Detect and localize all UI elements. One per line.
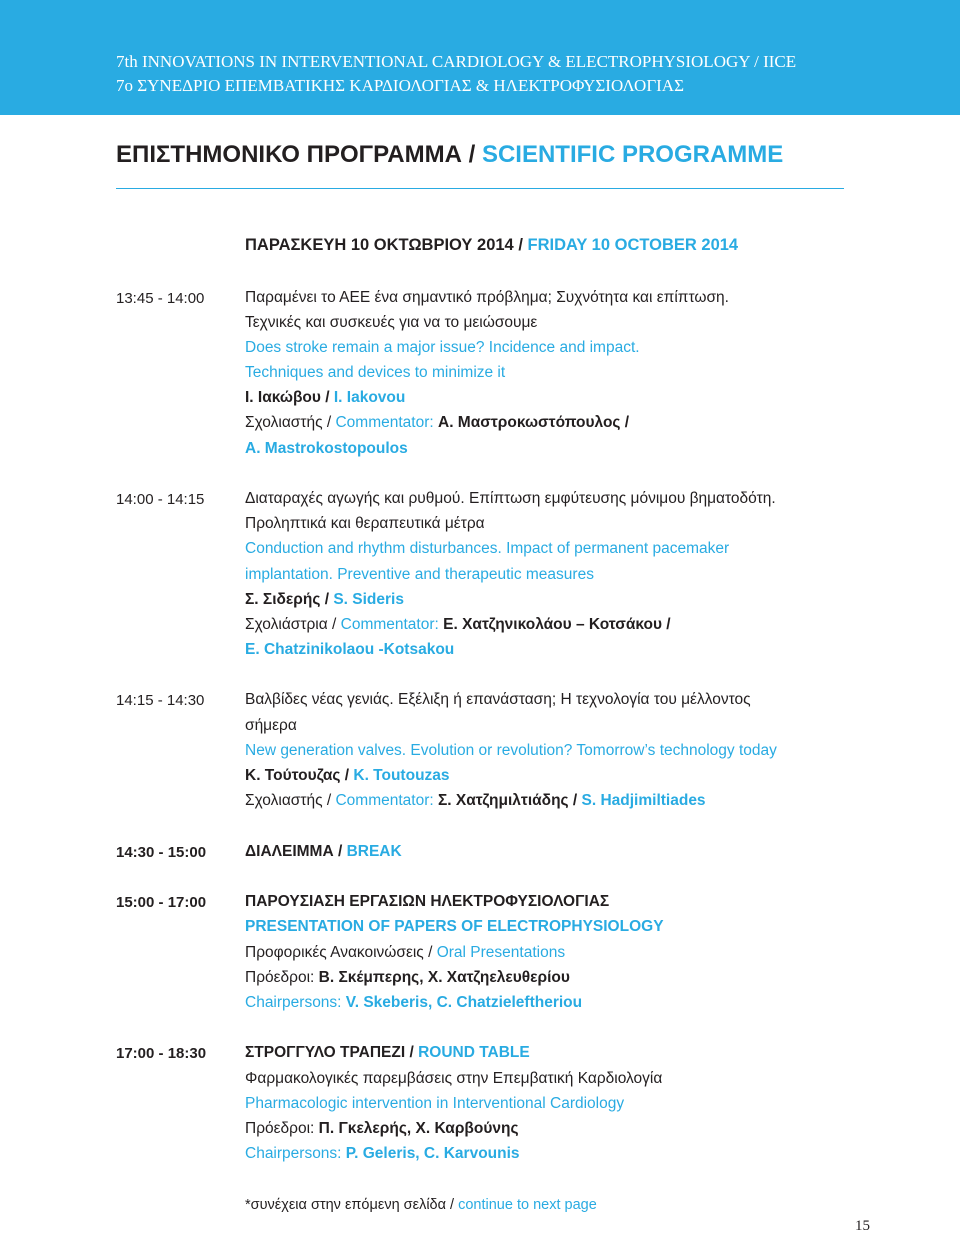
speaker-en: I. Iakovou	[333, 389, 406, 406]
session-time: 17:00 - 18:30	[116, 1045, 207, 1062]
session-title-en: Techniques and devices to minimize it	[245, 364, 506, 381]
session-commentator	[245, 414, 629, 432]
session-title-gr: Βαλβίδες νέας γενιάς. Εξέλιξη ή επανάσταση; Η τεχνολογία του μέλλοντος	[245, 691, 751, 708]
speaker-gr: Κ. Τούτουζας /	[245, 767, 354, 784]
header-band	[0, 0, 960, 115]
session-title-en: Does stroke remain a major issue? Incidence and impact.	[245, 339, 640, 356]
session-time: 15:00 - 17:00	[116, 894, 207, 911]
commentator-en: S. Hadjimiltiades	[581, 792, 706, 809]
page-title	[116, 141, 783, 169]
commentator-en: E. Chatzinikolaou -Kotsakou	[245, 641, 455, 658]
continue-note	[245, 1197, 597, 1213]
speaker-en: K. Toutouzas	[353, 767, 450, 784]
roundtable-title-gr: ΣΤΡΟΓΓΥΛΟ ΤΡΑΠΕΖΙ /	[245, 1044, 419, 1061]
chairs-label-gr: Πρόεδροι:	[245, 969, 319, 986]
break-time: 14:30 - 15:00	[116, 844, 207, 861]
presentation-title-en: PRESENTATION OF PAPERS OF ELECTROPHYSIOLOGY	[245, 918, 664, 935]
session-title-en: Conduction and rhythm disturbances. Impact of permanent pacemaker	[245, 540, 730, 557]
session-time: 14:00 - 14:15	[116, 491, 205, 508]
chairs-names-gr: Π. Γκελερής, Χ. Καρβούνης	[318, 1120, 519, 1137]
chairs-label-gr: Πρόεδροι:	[245, 1120, 319, 1137]
roundtable-chairs-gr	[245, 1120, 519, 1138]
session-title-gr: Τεχνικές και συσκευές για να το μειώσουμε	[245, 314, 538, 331]
session-title-gr: σήμερα	[245, 717, 297, 734]
session-speaker	[245, 389, 405, 407]
session-title-gr: Διαταραχές αγωγής και ρυθμού. Επίπτωση εμφύτευσης μόνιμου βηματοδότη.	[245, 490, 776, 507]
session-title-en: New generation valves. Evolution or revolution? Tomorrow’s technology today	[245, 742, 777, 759]
page-title-en: SCIENTIFIC PROGRAMME	[481, 141, 784, 168]
session-title-gr: Παραμένει το ΑΕΕ ένα σημαντικό πρόβλημα; Συχνότητα και επίπτωση.	[245, 289, 729, 306]
roundtable-chairs-en	[245, 1145, 520, 1163]
session-title-en: implantation. Preventive and therapeutic measures	[245, 566, 594, 583]
session-title-gr: Προληπτικά και θεραπευτικά μέτρα	[245, 515, 485, 532]
day-heading-gr: ΠΑΡΑΣΚΕΥΗ 10 ΟΚΤΩΒΡΙΟΥ 2014 /	[245, 236, 528, 254]
commentator-gr: Ε. Χατζηνικολάου – Κοτσάκου /	[443, 616, 671, 633]
commentator-gr: Α. Μαστροκωστόπουλος /	[438, 414, 630, 431]
speaker-gr: Σ. Σιδερής /	[245, 591, 334, 608]
page-title-gr: ΕΠΙΣΤΗΜΟΝΙΚΟ ΠΡΟΓΡΑΜΜΑ /	[116, 141, 482, 168]
commentator-label-en: Commentator:	[335, 792, 438, 809]
page-number: 15	[855, 1218, 870, 1234]
commentator-label-en: Commentator:	[340, 616, 444, 633]
break-label-en: BREAK	[346, 843, 402, 860]
conference-title-gr: 7ο ΣΥΝΕΔΡΙΟ ΕΠΕΜΒΑΤΙΚΗΣ ΚΑΡΔΙΟΛΟΓΙΑΣ & ΗΛΕΚΤΡΟΦΥΣΙΟΛΟΓΙΑΣ	[116, 76, 684, 95]
presentation-chairs-en	[245, 994, 582, 1012]
chairs-label-en: Chairpersons:	[245, 1145, 346, 1162]
presentation-subtitle-gr: Προφορικές Ανακοινώσεις /	[245, 944, 437, 961]
commentator-en: A. Mastrokostopoulos	[245, 440, 408, 457]
day-heading	[245, 236, 738, 255]
chairs-label-en: Chairpersons:	[245, 994, 346, 1011]
presentation-title-gr: ΠΑΡΟΥΣΙΑΣΗ ΕΡΓΑΣΙΩΝ ΗΛΕΚΤΡΟΦΥΣΙΟΛΟΓΙΑΣ	[245, 893, 610, 910]
roundtable-title	[245, 1044, 530, 1062]
chairs-names-en: V. Skeberis, C. Chatzieleftheriou	[345, 994, 583, 1011]
day-heading-en: FRIDAY 10 OCTOBER 2014	[527, 236, 739, 254]
speaker-en: S. Sideris	[333, 591, 404, 608]
conference-title-en: 7th INNOVATIONS IN INTERVENTIONAL CARDIOLOGY & ELECTROPHYSIOLOGY / IICE	[116, 52, 797, 71]
presentation-subtitle	[245, 944, 565, 962]
roundtable-subtitle-en: Pharmacologic intervention in Interventional Cardiology	[245, 1095, 625, 1112]
commentator-label-gr: Σχολιάστρια /	[245, 616, 341, 633]
roundtable-subtitle-gr: Φαρμακολογικές παρεμβάσεις στην Επεμβατική Καρδιολογία	[245, 1070, 663, 1087]
presentation-subtitle-en: Oral Presentations	[436, 944, 566, 961]
commentator-label-gr: Σχολιαστής /	[245, 414, 336, 431]
title-divider	[116, 188, 844, 189]
roundtable-title-en: ROUND TABLE	[418, 1044, 530, 1061]
chairs-names-gr: Β. Σκέμπερης, Χ. Χατζηελευθερίου	[318, 969, 570, 986]
session-commentator	[245, 792, 706, 810]
session-time: 13:45 - 14:00	[116, 290, 205, 307]
break-label	[245, 843, 402, 861]
session-speaker	[245, 591, 404, 609]
continue-note-en: continue to next page	[458, 1197, 597, 1213]
speaker-gr: Ι. Ιακώβου /	[245, 389, 334, 406]
session-speaker	[245, 767, 450, 785]
continue-note-gr: *συνέχεια στην επόμενη σελίδα /	[245, 1197, 459, 1213]
session-time: 14:15 - 14:30	[116, 692, 205, 709]
commentator-gr: Σ. Χατζημιλτιάδης /	[438, 792, 582, 809]
break-label-gr: ΔΙΑΛΕΙΜΜΑ /	[245, 843, 347, 860]
session-commentator	[245, 616, 671, 634]
commentator-label-en: Commentator:	[335, 414, 438, 431]
chairs-names-en: P. Geleris, C. Karvounis	[345, 1145, 520, 1162]
presentation-chairs-gr	[245, 969, 570, 987]
commentator-label-gr: Σχολιαστής /	[245, 792, 336, 809]
